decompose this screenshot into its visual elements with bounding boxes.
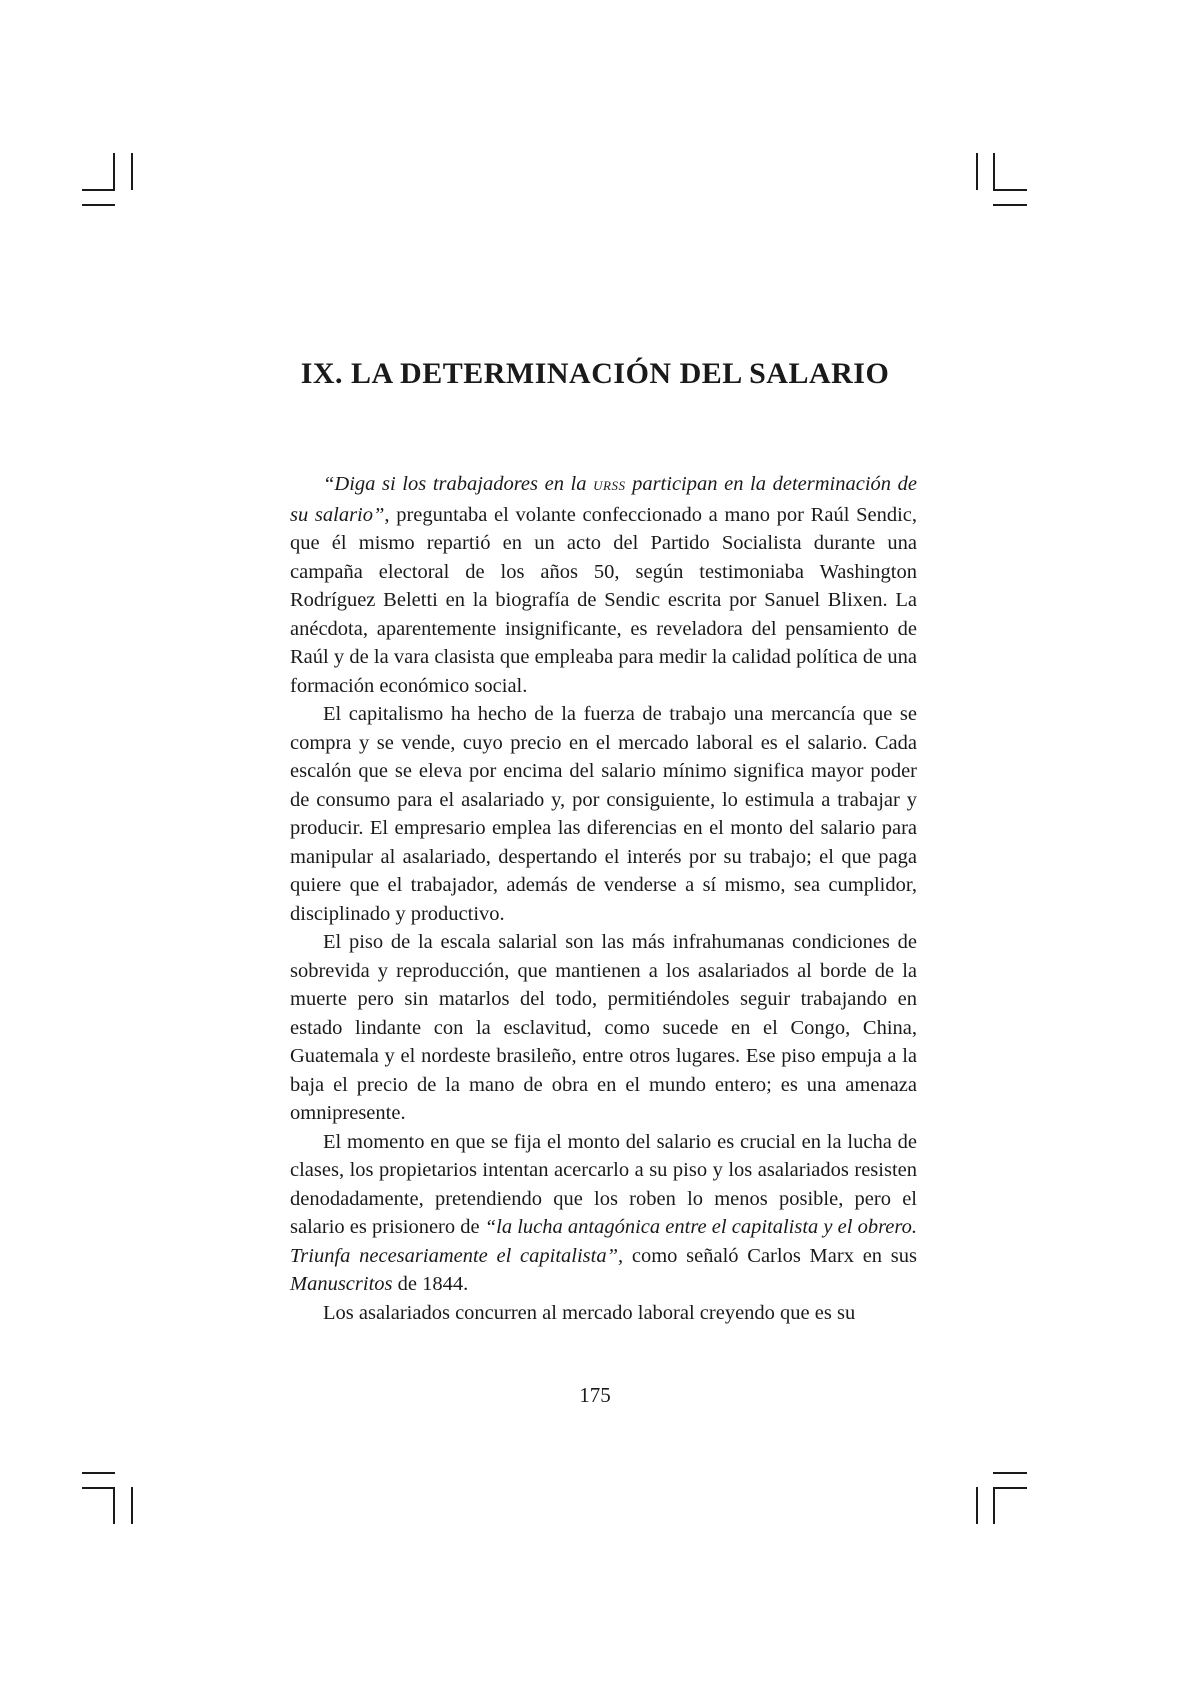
book-title: Manuscritos <box>290 1273 393 1295</box>
crop-mark-top-left-horizontal-upper <box>82 189 115 191</box>
page-number: 175 <box>579 1383 611 1407</box>
crop-mark-bottom-right-vertical-outer <box>993 1487 995 1524</box>
paragraph-4-text-1: El momento en que se fija el monto del salario es crucial en la lucha de clases, los propietarios intentan acercarlo a su piso y los asalariados resisten denodadamente, pretendiendo que los roben lo menos posible, pero el salario es prisionero de <box>290 1130 917 1238</box>
crop-mark-top-left-horizontal-lower <box>82 204 115 206</box>
crop-mark-bottom-left-vertical-inner <box>131 1487 133 1524</box>
opening-quote-part-2: participan en la determinación de su salario” <box>290 473 917 526</box>
crop-mark-top-right-horizontal-upper <box>993 189 1027 191</box>
paragraph-1 <box>290 470 917 700</box>
crop-mark-bottom-left-vertical-outer <box>113 1487 115 1524</box>
crop-mark-top-right-horizontal-lower <box>993 204 1027 206</box>
paragraph-4-text-3: de 1844. <box>392 1273 469 1295</box>
crop-mark-bottom-right-vertical-inner <box>976 1487 978 1524</box>
chapter-title: IX. LA DETERMINACIÓN DEL SALARIO <box>300 357 890 390</box>
urss-abbreviation: URSS <box>593 478 626 493</box>
marx-quote: “la lucha antagónica entre el capitalista y el obrero. Triunfa necesariamente el capitalista”, <box>290 1216 917 1267</box>
paragraph-4-text-2: como señaló Carlos Marx en sus <box>623 1244 917 1267</box>
crop-mark-bottom-right-horizontal-lower <box>993 1487 1027 1489</box>
paragraph-3: El piso de la escala salarial son las más infrahumanas condiciones de sobrevida y reproducción, que mantienen a los asalariados al borde de la muerte pero sin matarlos del todo, permitiéndoles seguir trabajando en estado lindante con la esclavitud, como sucede en el Congo, China, Guatemala y el nordeste brasileño, entre otros lugares. Ese piso empuja a la baja el precio de la mano de obra en el mundo entero; es una amenaza omnipresente. <box>290 931 917 1124</box>
paragraph-5: Los asalariados concurren al mercado laboral creyendo que es su <box>323 1301 856 1324</box>
opening-quote-part-1: “Diga si los trabajadores en la <box>323 473 594 495</box>
crop-mark-top-right-vertical-inner <box>976 153 978 190</box>
crop-mark-bottom-right-horizontal-upper <box>993 1472 1027 1474</box>
paragraph-2: El capitalismo ha hecho de la fuerza de trabajo una mercancía que se compra y se vende, cuyo precio en el mercado laboral es el salario. Cada escalón que se eleva por encima del salario mínimo significa mayor poder de consumo para el asalariado y, por consiguiente, lo estimula a trabajar y producir. El empresario emplea las diferencias en el monto del salario para manipular al asalariado, despertando el interés por su trabajo; el que paga quiere que el trabajador, además de venderse a sí mismo, sea cumplidor, disciplinado y productivo. <box>290 703 917 925</box>
crop-mark-top-left-vertical-inner <box>131 153 133 190</box>
paragraph-1-text: , preguntaba el volante confeccionado a mano por Raúl Sendic, que él mismo repartió en un acto del Partido Socialista durante una campaña electoral de los años 50, según testimoniaba Washington Rodríguez Beletti en la biografía de Sendic escrita por Sanuel Blixen. La anécdota, aparentemente insignificante, es reveladora del pensamiento de Raúl y de la vara clasista que empleaba para medir la calidad política de una formación económico social. <box>290 503 918 697</box>
crop-mark-bottom-left-horizontal-upper <box>82 1472 115 1474</box>
chapter-body <box>290 470 917 1327</box>
paragraph-4 <box>290 1128 917 1299</box>
crop-mark-bottom-left-horizontal-lower <box>82 1487 115 1489</box>
crop-mark-top-left-vertical-outer <box>113 153 115 190</box>
crop-mark-top-right-vertical-outer <box>993 153 995 190</box>
